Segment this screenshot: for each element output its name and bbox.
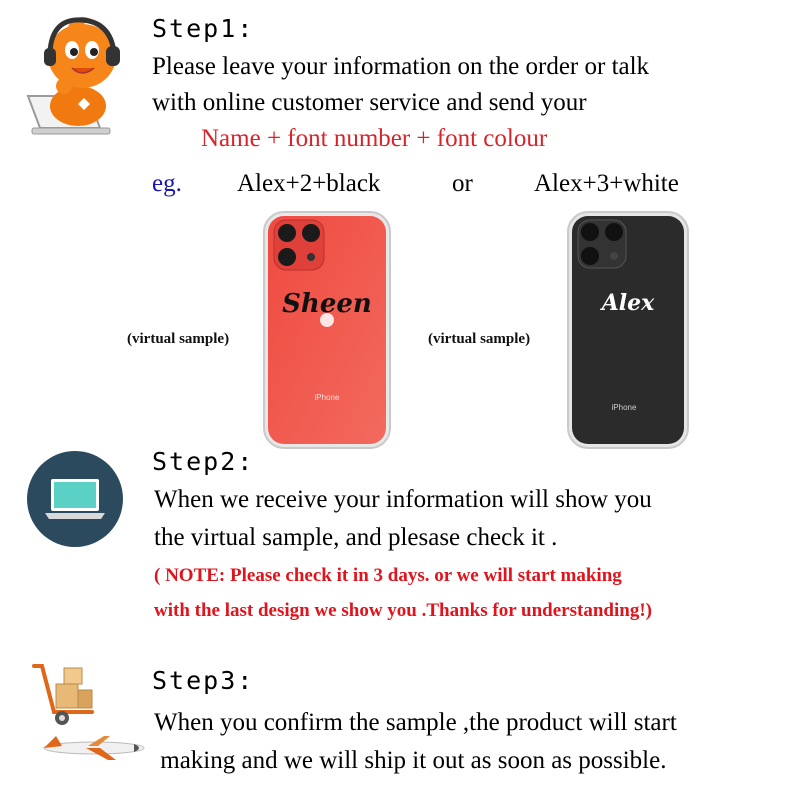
step3-line1: When you confirm the sample ,the product will start (154, 709, 677, 736)
step1-line1: Please leave your information on the order or talk (152, 53, 650, 80)
virtual-sample-label-left: (virtual sample) (127, 331, 230, 347)
virtual-sample-label-right: (virtual sample) (428, 331, 531, 347)
step2-line1: When we receive your information will show you (154, 486, 652, 513)
example-2: Alex+3+white (534, 170, 679, 197)
example-1: Alex+2+black (237, 170, 381, 197)
step2-note1: ( NOTE: Please check it in 3 days. or we will start making (154, 565, 622, 586)
mascot-icon (18, 8, 138, 138)
hand-truck-icon (28, 660, 100, 728)
step1-title: Step1: (152, 14, 255, 43)
step2-note2: with the last design we show you .Thanks for understanding!) (154, 600, 652, 621)
airplane-icon (38, 730, 148, 766)
step2-line2: the virtual sample, and plesase check it . (154, 524, 558, 551)
eg-label: eg. (152, 170, 182, 197)
step3-line2: making and we will ship it out as soon as possible. (154, 747, 667, 774)
step3-title: Step3: (152, 666, 255, 695)
red-phone-name: Sheen (282, 289, 372, 319)
red-phone-sample (262, 210, 392, 450)
step1-line2: with online customer service and send your (152, 89, 587, 116)
step2-title: Step2: (152, 447, 255, 476)
laptop-icon (27, 451, 123, 547)
black-phone-sample (566, 210, 690, 450)
black-phone-brand: iPhone (611, 403, 637, 412)
or-label: or (452, 170, 473, 197)
red-phone-brand: iPhone (314, 393, 340, 402)
black-phone-name: Alex (601, 290, 655, 316)
step1-highlight: Name + font number + font colour (201, 125, 548, 152)
